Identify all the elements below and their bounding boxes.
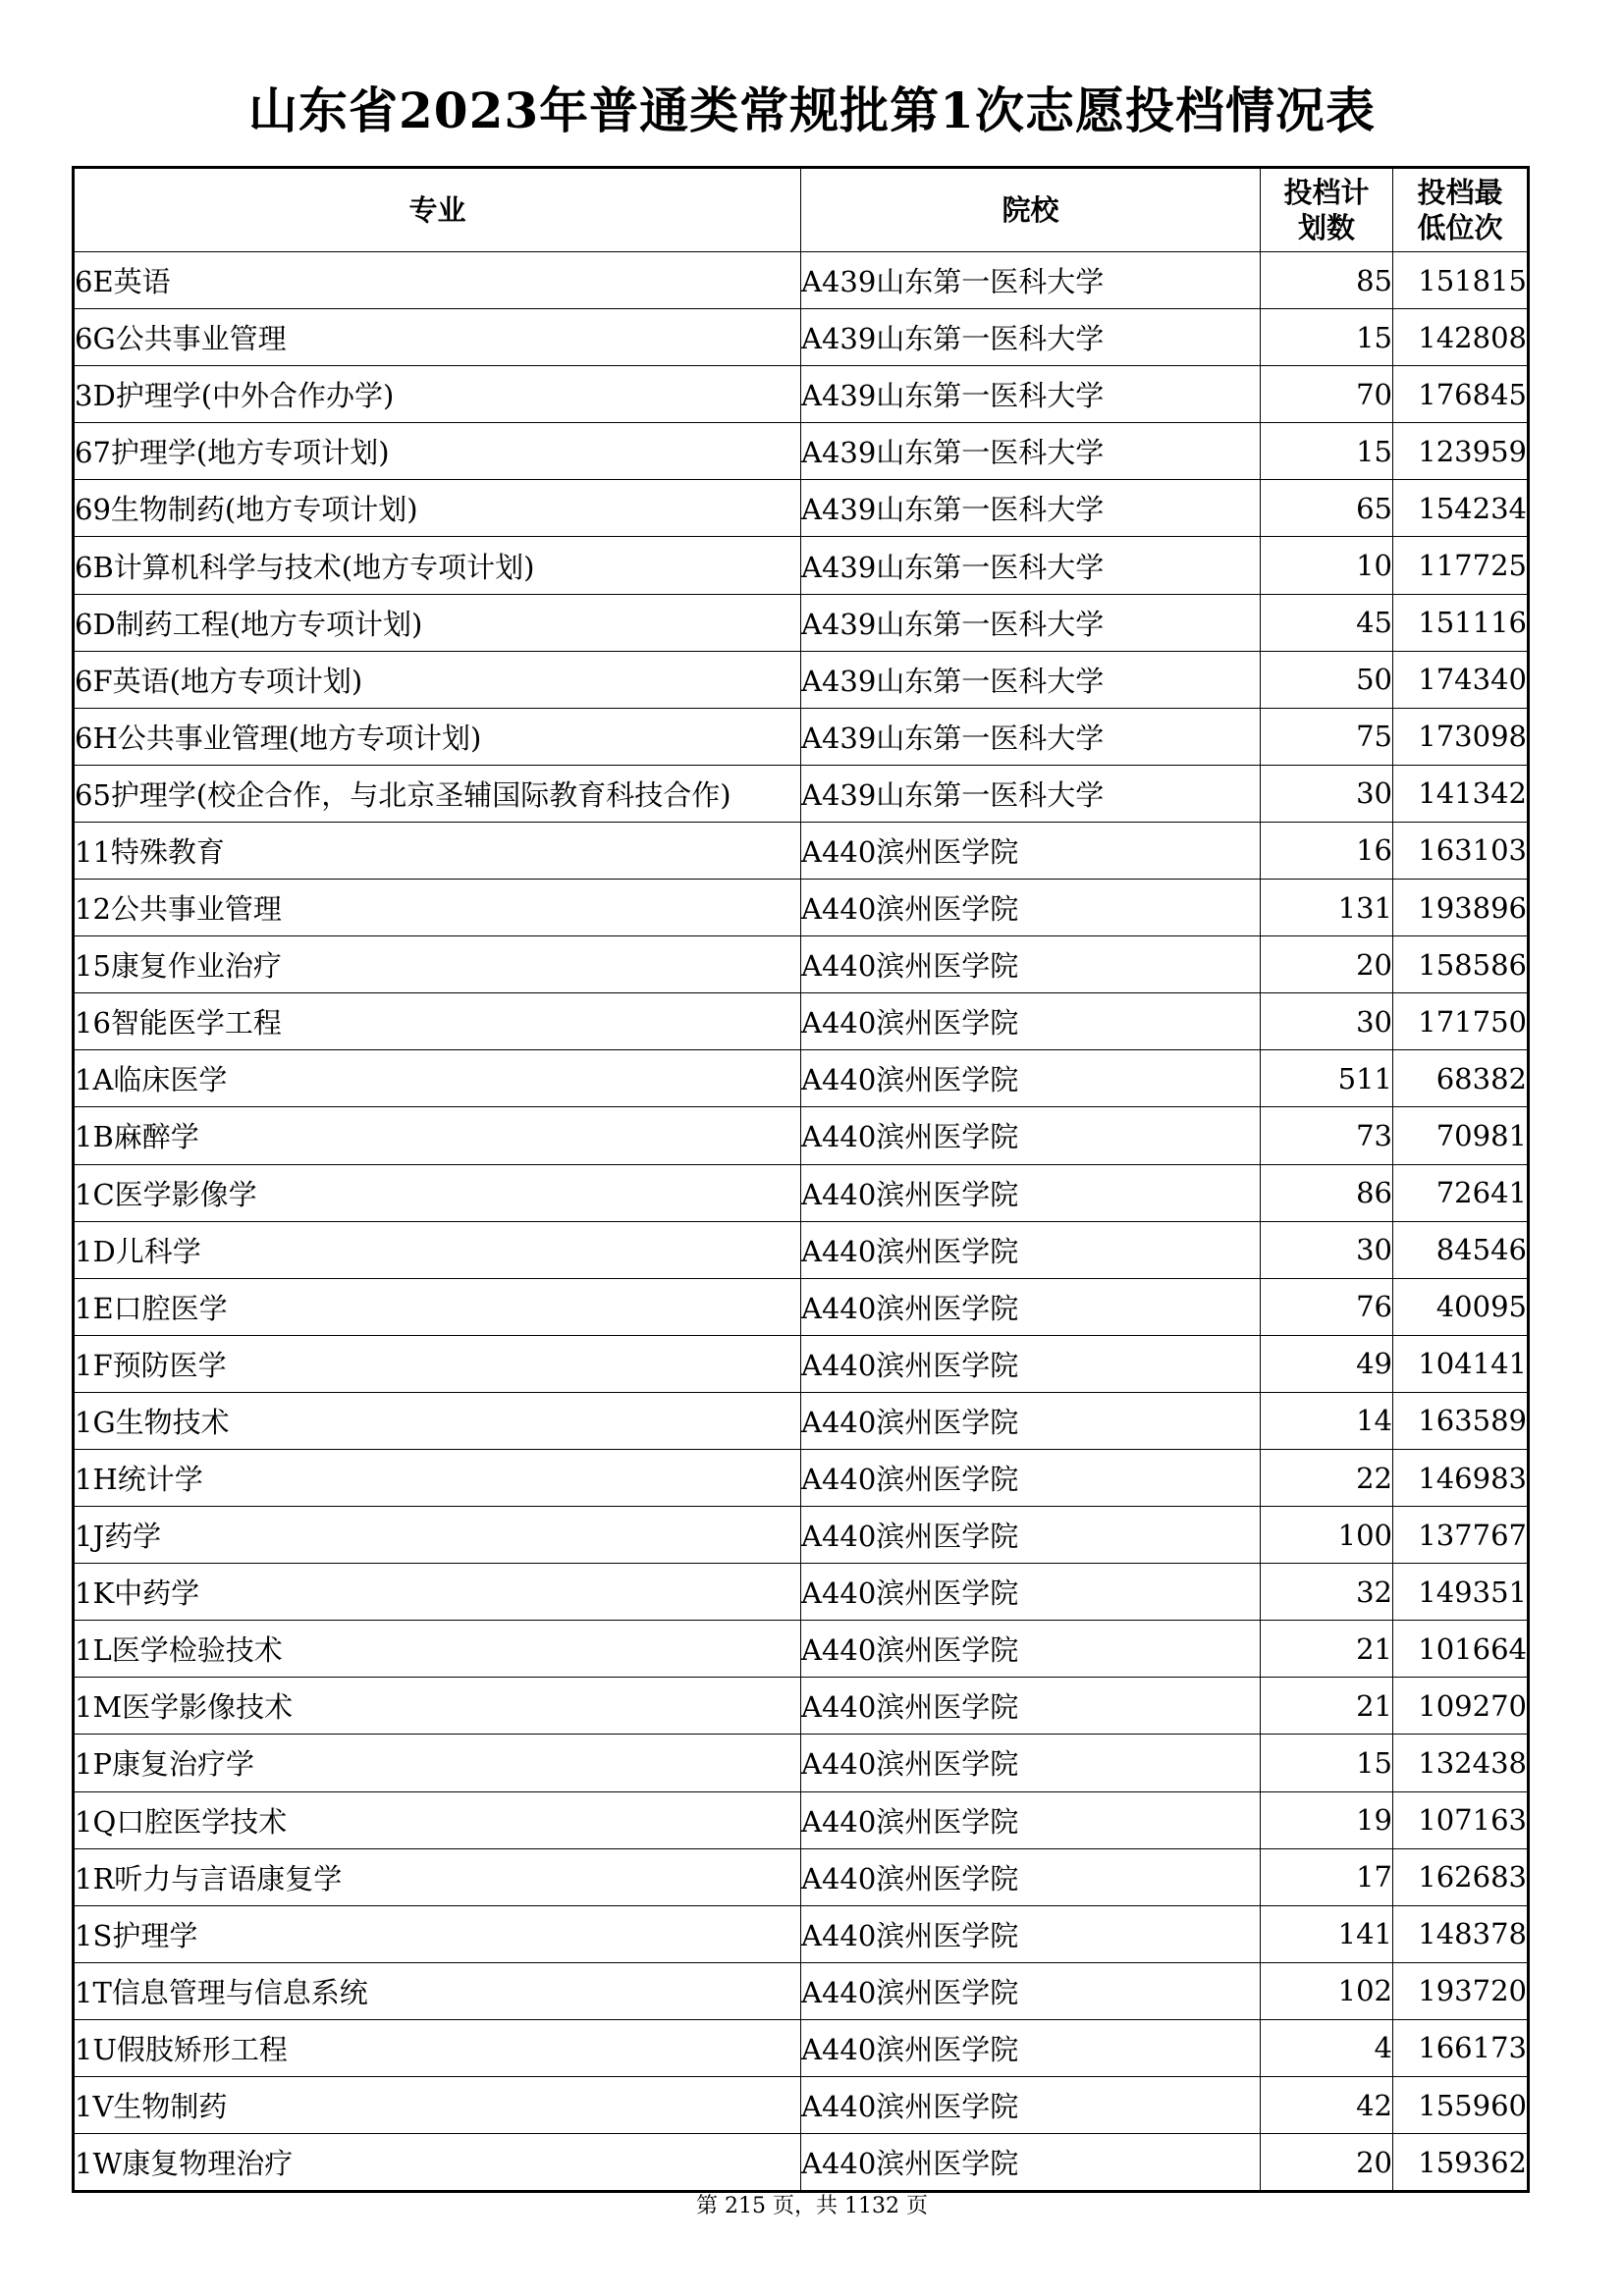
table-header bbox=[74, 168, 1529, 252]
cell-plan: 102 bbox=[1261, 1962, 1393, 2019]
cell-rank: 132438 bbox=[1393, 1735, 1529, 1791]
cell-school: A440滨州医学院 bbox=[801, 1962, 1261, 2019]
cell-plan: 70 bbox=[1261, 366, 1393, 423]
column-header-rank: 投档最 低位次 bbox=[1393, 168, 1529, 252]
cell-rank: 166173 bbox=[1393, 2019, 1529, 2076]
table-row bbox=[74, 1564, 1529, 1621]
table-row bbox=[74, 252, 1529, 309]
cell-major: 1T信息管理与信息系统 bbox=[74, 1962, 801, 2019]
cell-plan: 73 bbox=[1261, 1107, 1393, 1164]
cell-plan: 32 bbox=[1261, 1564, 1393, 1621]
table-row bbox=[74, 1449, 1529, 1506]
cell-rank: 123959 bbox=[1393, 423, 1529, 480]
cell-school: A440滨州医学院 bbox=[801, 1791, 1261, 1848]
cell-rank: 193896 bbox=[1393, 880, 1529, 936]
cell-rank: 142808 bbox=[1393, 309, 1529, 366]
table-row bbox=[74, 880, 1529, 936]
table-row bbox=[74, 480, 1529, 537]
cell-rank: 158586 bbox=[1393, 936, 1529, 993]
cell-school: A440滨州医学院 bbox=[801, 1678, 1261, 1735]
cell-rank: 117725 bbox=[1393, 537, 1529, 594]
cell-major: 16智能医学工程 bbox=[74, 993, 801, 1050]
cell-plan: 16 bbox=[1261, 822, 1393, 879]
cell-rank: 149351 bbox=[1393, 1564, 1529, 1621]
cell-rank: 174340 bbox=[1393, 651, 1529, 708]
cell-rank: 154234 bbox=[1393, 480, 1529, 537]
cell-plan: 30 bbox=[1261, 993, 1393, 1050]
cell-rank: 148378 bbox=[1393, 1905, 1529, 1962]
cell-plan: 30 bbox=[1261, 765, 1393, 822]
cell-plan: 42 bbox=[1261, 2077, 1393, 2134]
table-row bbox=[74, 1962, 1529, 2019]
cell-plan: 21 bbox=[1261, 1678, 1393, 1735]
table-row bbox=[74, 1848, 1529, 1905]
table-row bbox=[74, 1221, 1529, 1278]
cell-school: A440滨州医学院 bbox=[801, 1905, 1261, 1962]
cell-school: A440滨州医学院 bbox=[801, 2019, 1261, 2076]
cell-major: 1H统计学 bbox=[74, 1449, 801, 1506]
page-number-footer: 第 215 页，共 1132 页 bbox=[696, 2194, 928, 2218]
cell-rank: 84546 bbox=[1393, 1221, 1529, 1278]
cell-plan: 141 bbox=[1261, 1905, 1393, 1962]
cell-major: 1F预防医学 bbox=[74, 1335, 801, 1392]
table-row bbox=[74, 1621, 1529, 1678]
cell-school: A440滨州医学院 bbox=[801, 1392, 1261, 1449]
table-row bbox=[74, 1905, 1529, 1962]
cell-rank: 162683 bbox=[1393, 1848, 1529, 1905]
table-row bbox=[74, 1392, 1529, 1449]
cell-major: 67护理学(地方专项计划) bbox=[74, 423, 801, 480]
cell-school: A439山东第一医科大学 bbox=[801, 480, 1261, 537]
cell-plan: 85 bbox=[1261, 252, 1393, 309]
table-row bbox=[74, 1507, 1529, 1564]
cell-school: A440滨州医学院 bbox=[801, 1278, 1261, 1335]
cell-plan: 4 bbox=[1261, 2019, 1393, 2076]
table-row bbox=[74, 309, 1529, 366]
table-body bbox=[74, 252, 1529, 2192]
cell-school: A440滨州医学院 bbox=[801, 1335, 1261, 1392]
cell-school: A439山东第一医科大学 bbox=[801, 708, 1261, 765]
cell-rank: 163589 bbox=[1393, 1392, 1529, 1449]
cell-major: 6B计算机科学与技术(地方专项计划) bbox=[74, 537, 801, 594]
admission-table bbox=[72, 166, 1530, 2193]
cell-plan: 15 bbox=[1261, 309, 1393, 366]
column-header-major: 专业 bbox=[74, 168, 801, 252]
cell-rank: 176845 bbox=[1393, 366, 1529, 423]
cell-school: A440滨州医学院 bbox=[801, 880, 1261, 936]
cell-school: A440滨州医学院 bbox=[801, 993, 1261, 1050]
table-row bbox=[74, 651, 1529, 708]
cell-major: 1D儿科学 bbox=[74, 1221, 801, 1278]
cell-major: 1K中药学 bbox=[74, 1564, 801, 1621]
cell-major: 1G生物技术 bbox=[74, 1392, 801, 1449]
cell-school: A440滨州医学院 bbox=[801, 1621, 1261, 1678]
table-row bbox=[74, 2019, 1529, 2076]
cell-plan: 17 bbox=[1261, 1848, 1393, 1905]
cell-school: A440滨州医学院 bbox=[801, 2134, 1261, 2192]
cell-major: 69生物制药(地方专项计划) bbox=[74, 480, 801, 537]
cell-rank: 72641 bbox=[1393, 1164, 1529, 1221]
table-row bbox=[74, 765, 1529, 822]
cell-rank: 104141 bbox=[1393, 1335, 1529, 1392]
cell-plan: 21 bbox=[1261, 1621, 1393, 1678]
cell-major: 3D护理学(中外合作办学) bbox=[74, 366, 801, 423]
table-row bbox=[74, 1678, 1529, 1735]
table-row bbox=[74, 2077, 1529, 2134]
cell-major: 1Q口腔医学技术 bbox=[74, 1791, 801, 1848]
table-row bbox=[74, 1278, 1529, 1335]
cell-rank: 141342 bbox=[1393, 765, 1529, 822]
table-row bbox=[74, 1791, 1529, 1848]
table-row bbox=[74, 708, 1529, 765]
cell-major: 1R听力与言语康复学 bbox=[74, 1848, 801, 1905]
cell-major: 11特殊教育 bbox=[74, 822, 801, 879]
cell-major: 1M医学影像技术 bbox=[74, 1678, 801, 1735]
cell-school: A440滨州医学院 bbox=[801, 822, 1261, 879]
page-title: 山东省2023年普通类常规批第1次志愿投档情况表 bbox=[248, 81, 1376, 139]
cell-rank: 40095 bbox=[1393, 1278, 1529, 1335]
cell-major: 1L医学检验技术 bbox=[74, 1621, 801, 1678]
cell-plan: 49 bbox=[1261, 1335, 1393, 1392]
cell-rank: 107163 bbox=[1393, 1791, 1529, 1848]
cell-school: A440滨州医学院 bbox=[801, 1449, 1261, 1506]
table-row bbox=[74, 936, 1529, 993]
cell-rank: 137767 bbox=[1393, 1507, 1529, 1564]
cell-plan: 511 bbox=[1261, 1050, 1393, 1107]
cell-major: 1V生物制药 bbox=[74, 2077, 801, 2134]
table-row bbox=[74, 1335, 1529, 1392]
cell-plan: 30 bbox=[1261, 1221, 1393, 1278]
cell-major: 1C医学影像学 bbox=[74, 1164, 801, 1221]
cell-major: 1A临床医学 bbox=[74, 1050, 801, 1107]
cell-major: 6F英语(地方专项计划) bbox=[74, 651, 801, 708]
cell-major: 1B麻醉学 bbox=[74, 1107, 801, 1164]
cell-major: 12公共事业管理 bbox=[74, 880, 801, 936]
cell-rank: 171750 bbox=[1393, 993, 1529, 1050]
cell-school: A440滨州医学院 bbox=[801, 1050, 1261, 1107]
cell-major: 6E英语 bbox=[74, 252, 801, 309]
cell-major: 1E口腔医学 bbox=[74, 1278, 801, 1335]
cell-major: 1W康复物理治疗 bbox=[74, 2134, 801, 2192]
cell-plan: 75 bbox=[1261, 708, 1393, 765]
column-header-school: 院校 bbox=[801, 168, 1261, 252]
cell-rank: 151116 bbox=[1393, 594, 1529, 651]
cell-major: 6H公共事业管理(地方专项计划) bbox=[74, 708, 801, 765]
table-row bbox=[74, 1050, 1529, 1107]
column-header-plan: 投档计 划数 bbox=[1261, 168, 1393, 252]
cell-school: A439山东第一医科大学 bbox=[801, 537, 1261, 594]
cell-plan: 131 bbox=[1261, 880, 1393, 936]
cell-school: A440滨州医学院 bbox=[801, 1564, 1261, 1621]
cell-plan: 19 bbox=[1261, 1791, 1393, 1848]
cell-plan: 15 bbox=[1261, 1735, 1393, 1791]
cell-school: A440滨州医学院 bbox=[801, 2077, 1261, 2134]
cell-school: A440滨州医学院 bbox=[801, 936, 1261, 993]
table-row bbox=[74, 1735, 1529, 1791]
table-row bbox=[74, 822, 1529, 879]
cell-rank: 155960 bbox=[1393, 2077, 1529, 2134]
cell-plan: 14 bbox=[1261, 1392, 1393, 1449]
cell-school: A440滨州医学院 bbox=[801, 1164, 1261, 1221]
cell-plan: 50 bbox=[1261, 651, 1393, 708]
cell-school: A439山东第一医科大学 bbox=[801, 366, 1261, 423]
cell-school: A439山东第一医科大学 bbox=[801, 594, 1261, 651]
cell-plan: 22 bbox=[1261, 1449, 1393, 1506]
cell-rank: 101664 bbox=[1393, 1621, 1529, 1678]
table-row bbox=[74, 1107, 1529, 1164]
cell-major: 1J药学 bbox=[74, 1507, 801, 1564]
cell-plan: 76 bbox=[1261, 1278, 1393, 1335]
cell-rank: 109270 bbox=[1393, 1678, 1529, 1735]
cell-major: 1U假肢矫形工程 bbox=[74, 2019, 801, 2076]
cell-plan: 45 bbox=[1261, 594, 1393, 651]
cell-rank: 70981 bbox=[1393, 1107, 1529, 1164]
cell-rank: 151815 bbox=[1393, 252, 1529, 309]
cell-rank: 159362 bbox=[1393, 2134, 1529, 2192]
cell-school: A439山东第一医科大学 bbox=[801, 252, 1261, 309]
cell-school: A440滨州医学院 bbox=[801, 1507, 1261, 1564]
cell-major: 6G公共事业管理 bbox=[74, 309, 801, 366]
header-row bbox=[74, 168, 1529, 252]
table-row bbox=[74, 2134, 1529, 2192]
cell-rank: 173098 bbox=[1393, 708, 1529, 765]
cell-plan: 10 bbox=[1261, 537, 1393, 594]
cell-school: A440滨州医学院 bbox=[801, 1848, 1261, 1905]
cell-school: A439山东第一医科大学 bbox=[801, 309, 1261, 366]
cell-major: 1S护理学 bbox=[74, 1905, 801, 1962]
cell-major: 65护理学(校企合作，与北京圣辅国际教育科技合作) bbox=[74, 765, 801, 822]
cell-school: A439山东第一医科大学 bbox=[801, 651, 1261, 708]
table-row bbox=[74, 594, 1529, 651]
table-row bbox=[74, 366, 1529, 423]
cell-plan: 100 bbox=[1261, 1507, 1393, 1564]
cell-rank: 146983 bbox=[1393, 1449, 1529, 1506]
cell-school: A440滨州医学院 bbox=[801, 1735, 1261, 1791]
table-row bbox=[74, 993, 1529, 1050]
cell-major: 1P康复治疗学 bbox=[74, 1735, 801, 1791]
cell-plan: 15 bbox=[1261, 423, 1393, 480]
cell-plan: 20 bbox=[1261, 936, 1393, 993]
cell-school: A439山东第一医科大学 bbox=[801, 765, 1261, 822]
cell-plan: 65 bbox=[1261, 480, 1393, 537]
cell-rank: 193720 bbox=[1393, 1962, 1529, 2019]
cell-school: A440滨州医学院 bbox=[801, 1221, 1261, 1278]
cell-rank: 68382 bbox=[1393, 1050, 1529, 1107]
table-row bbox=[74, 1164, 1529, 1221]
cell-plan: 20 bbox=[1261, 2134, 1393, 2192]
cell-major: 6D制药工程(地方专项计划) bbox=[74, 594, 801, 651]
table-row bbox=[74, 537, 1529, 594]
cell-major: 15康复作业治疗 bbox=[74, 936, 801, 993]
cell-plan: 86 bbox=[1261, 1164, 1393, 1221]
table-row bbox=[74, 423, 1529, 480]
cell-rank: 163103 bbox=[1393, 822, 1529, 879]
cell-school: A440滨州医学院 bbox=[801, 1107, 1261, 1164]
cell-school: A439山东第一医科大学 bbox=[801, 423, 1261, 480]
